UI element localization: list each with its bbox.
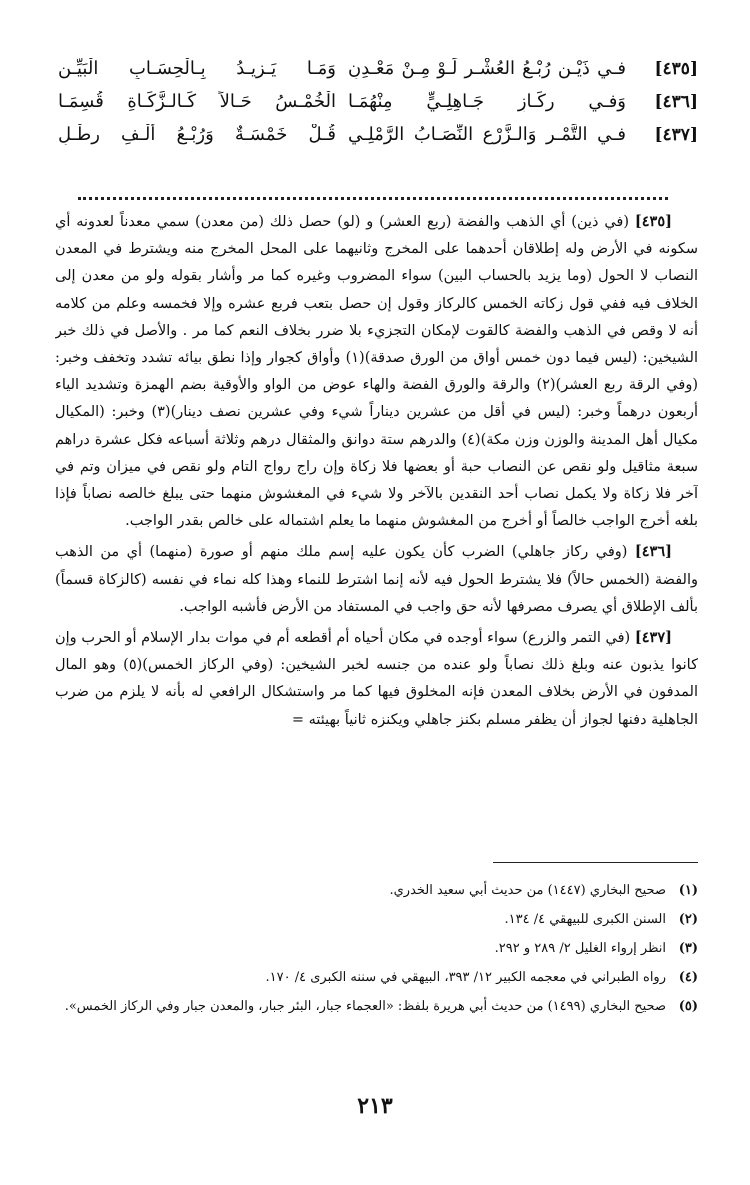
footnote-text: انظر إرواء الغليل ٢/ ٢٨٩ و ٢٩٢.: [494, 941, 666, 956]
footnote: [55, 996, 698, 1018]
footnote-text: السنن الكبرى للبيهقي ٤/ ١٣٤.: [504, 912, 666, 927]
footnote: [55, 909, 698, 931]
footnote: [55, 938, 698, 960]
verse-block: [52, 58, 698, 157]
footnote-text: رواه الطبراني في معجمه الكبير ١٢/ ٣٩٣، البيهقي في سننه الكبرى ٤/ ١٧٠.: [265, 970, 666, 985]
verse-hemistich-second: وَمَـا يَـزِيـدُ بِـالْحِسَـابِ الْبَيِّـنِ: [58, 58, 336, 79]
footnote-text: صحيح البخاري (١٤٩٩) من حديث أبي هريرة بلفظ: «العجماء جبار، البئر جبار، والمعدن جبار وفي الركاز الخمس».: [64, 999, 666, 1014]
footnote-number: (٥): [678, 999, 698, 1014]
paragraph-number: [٤٣٦]: [634, 543, 673, 561]
commentary-paragraph-436: [55, 538, 698, 621]
verse-hemistich-second: الْخُمْـسُ حَـالاً كَـالـزَّكَـاةِ قُسِمَـا: [58, 91, 336, 112]
paragraph-text: (في ذين) أي الذهب والفضة (ربع العشر) و (لو) حصل ذلك (من معدن) سمي معدناً لعدونه أي سكونه في الأرض وله إطلاقان أحدهما على المخرج وثانيهما على المحل المخرج منه ويشترط في المعدن النصاب لا الحول (وما يزيد بالحساب البين) سواء المضروب وغيره كما مر وأشار بقوله ولو من معدن إلى الخلاف فيه ففي قول زكاته الخمس كالركاز وقول إن حصل بتعب فربع عشره وإلا فخمسه وعلم من كلامه أنه لا وقص في الذهب والفضة كالقوت لإمكان التجزيء بلا ضرر بخلاف النعم كما مر . والأصل في ذلك خبر الشيخين: (ليس فيما دون خمس أواق من الورق صدقة)(١) وأواق كجوار وإذا نطق بيائه تشدد وتخفف وخبر: (وفي الرقة ربع العشر)(٢) والرقة والورق الفضة والهاء عوض من الواو والأوقية بضم الهمزة وتشديد الياء أربعون درهماً وخبر: (ليس في أقل من عشرين ديناراً شيء وفي عشرين نصف دينار)(٣) وخبر: (المكيال مكيال أهل المدينة والوزن وزن مكة)(٤) والدرهم ستة دوانق والمثقال درهم وثلاثة أسباعه فكل عشرة دراهم سبعة مثاقيل ولو نقص عن النصاب حبة أو بعضها فلا زكاة وإن راج رواج التام ولو نقص في ميزان وتم في آخر فلا زكاة ولا يكمل نصاب أحد النقدين بالآخر ولا شيء في المغشوش منهما حتى يبلغ خالصه نصاباً فإذا بلغه أخرج الواجب خالصاً أو أخرج من المغشوش منهما ما يعلم اشتماله على خالص بقدر الواجب.: [55, 214, 698, 530]
footnote-number: (١): [678, 883, 698, 898]
verse-number: [٤٣٧]: [654, 125, 698, 145]
footnote-number: (٢): [678, 912, 698, 927]
footnote-number: (٣): [678, 941, 698, 956]
paragraph-text: (وفي ركاز جاهلي) الضرب كأن يكون عليه إسم ملك منهم أو صورة (منهما) أي من الذهب والفضة (الخمس حالاً) فلا يشترط الحول فيه لأنه إنما اشترط للنماء وهذا كله نماء في نفسه (كالزكاة قسماً) بألف الإطلاق أي يصرف مصرفها لأنه حق واجب في المستفاد من الأرض فأشبه الواجب.: [55, 544, 698, 615]
commentary: [55, 208, 698, 858]
page-number: ٢١٣: [357, 1093, 393, 1119]
paragraph-number: [٤٣٥]: [634, 213, 672, 230]
paragraph-text: (في التمر والزرع) سواء أوجده في مكان أحياه أم أقطعه أم في موات بدار الإسلام أو الحرب وإن كانوا يذبون عنه وبلغ ذلك نصاباً ولو عنده من جنسه لخبر الشيخين: (وفي الركاز الخمس)(٥) وهو المال المدفون في الأرض بخلاف المعدن فإنه المخلوق فيها كما مر واستشكال الرافعي له بأنه لا يلزم من ضرب الجاهلية دفنها لجواز أن يظفر مسلم بكنز جاهلي ويكنزه ثانياً بهيئته =: [55, 630, 698, 728]
verse-number: [٤٣٦]: [654, 92, 698, 112]
paragraph-number: [٤٣٧]: [634, 629, 672, 647]
verse-hemistich-second: قُـلْ خَمْسَـةٌ وَرُبْـعُ أَلْـفِ رِطْـلِ: [58, 124, 336, 145]
footnote-number: (٤): [678, 970, 698, 985]
verse-435: [52, 58, 698, 91]
commentary-paragraph-437: [55, 624, 698, 734]
footnote-text: صحيح البخاري (١٤٤٧) من حديث أبي سعيد الخدري.: [389, 883, 666, 898]
verse-number: [٤٣٥]: [654, 59, 698, 79]
footnote-rule: [493, 862, 698, 863]
verse-hemistich-first: وَفـي رِكَـازٍ جَـاهِلِـيٍّ مِنْهُمَـا: [348, 91, 626, 112]
footnotes: [55, 880, 698, 1025]
dotted-separator: [78, 197, 668, 200]
verse-436: [52, 91, 698, 124]
verse-437: [52, 124, 698, 157]
commentary-paragraph-435: [55, 208, 698, 535]
footnote: [55, 880, 698, 902]
verse-hemistich-first: فـي التَّمْـرِ وَالـزَّرْعِ النِّصَـابُ الرَّمْلِـي: [348, 124, 626, 145]
verse-hemistich-first: فـي ذَيْـنِ رُبْـعُ العُشْـرِ لَـوْ مِـنْ مَعْـدِنِ: [348, 58, 626, 79]
footnote: [55, 967, 698, 989]
